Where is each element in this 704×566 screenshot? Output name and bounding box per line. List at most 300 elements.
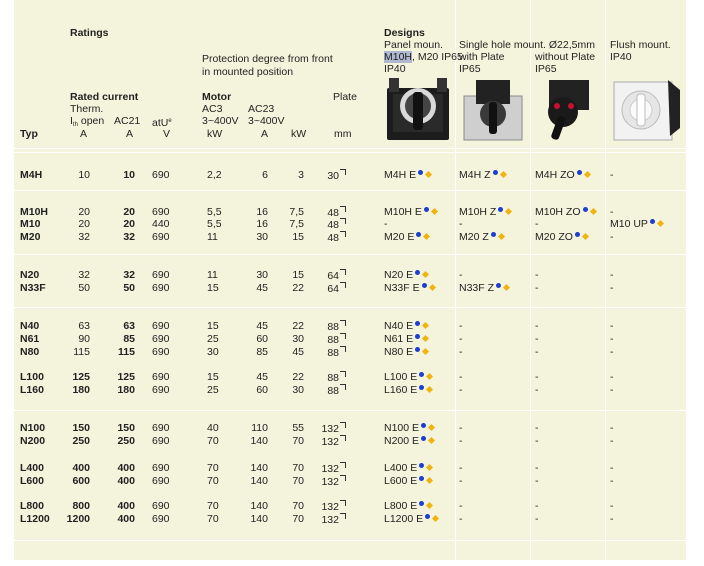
unit-kw: kW <box>207 128 223 140</box>
voltage: 690 <box>152 384 170 396</box>
plate-icon <box>340 475 346 481</box>
plate-size: 132 <box>320 435 346 448</box>
availability-diamond-icon <box>426 464 433 471</box>
ac23-current: 30 <box>256 231 268 243</box>
therm-current: 400 <box>72 462 90 474</box>
voltage: 690 <box>152 422 170 434</box>
voltage: 690 <box>152 231 170 243</box>
ac3-power: 70 <box>207 513 219 525</box>
panel-mount-design: L400 E <box>384 462 432 474</box>
ac21-current: 63 <box>123 320 135 332</box>
ac23-current: 140 <box>250 513 268 525</box>
availability-diamond-icon <box>657 220 664 227</box>
panel-mount-design: - <box>384 218 388 230</box>
single-hole-without-plate-image <box>533 76 605 142</box>
ac21-current: 125 <box>117 371 135 383</box>
availability-dot-icon <box>421 423 426 428</box>
with-plate-design: - <box>459 462 463 474</box>
ac21-current: 180 <box>117 384 135 396</box>
type-code: N200 <box>20 435 46 447</box>
type-code: L100 <box>20 371 44 383</box>
ac21-current: 250 <box>117 435 135 447</box>
ac23-power: 45 <box>292 346 304 358</box>
unit-a: A <box>126 128 134 140</box>
panel-mount-design: N80 E <box>384 346 428 358</box>
plate-icon <box>340 371 346 377</box>
ac23-label: AC23 <box>248 103 275 115</box>
voltage: 440 <box>152 218 170 230</box>
ac23-power: 7,5 <box>289 218 304 230</box>
availability-dot-icon <box>416 232 421 237</box>
panel-mount-design: N40 E <box>384 320 428 332</box>
availability-diamond-icon <box>426 373 433 380</box>
plate-size: 64 <box>320 282 346 295</box>
therm-current: 10 <box>78 169 90 181</box>
availability-dot-icon <box>575 232 580 237</box>
voltage: 690 <box>152 320 170 332</box>
ac3-power: 70 <box>207 500 219 512</box>
availability-diamond-icon <box>426 477 433 484</box>
availability-dot-icon <box>424 207 429 212</box>
without-plate-design: - <box>535 422 539 434</box>
panel-mount-switch-image <box>383 76 455 142</box>
plate-size: 88 <box>320 384 346 397</box>
ith-open-label: $I_{th}$ open <box>70 115 105 128</box>
flush-mount-design: - <box>610 435 614 447</box>
plate-icon <box>340 320 346 326</box>
ac21-current: 400 <box>117 500 135 512</box>
plate-icon <box>340 513 346 519</box>
ac23-power: 70 <box>292 513 304 525</box>
therm-current: 90 <box>78 333 90 345</box>
ac3-power: 25 <box>207 384 219 396</box>
ac21-current: 32 <box>123 269 135 281</box>
ac23-range: 3~400V <box>248 115 285 127</box>
voltage: 690 <box>152 475 170 487</box>
availability-diamond-icon <box>428 437 435 444</box>
with-plate-design: - <box>459 435 463 447</box>
availability-dot-icon <box>419 463 424 468</box>
atue-label: atU$^e$ <box>152 117 172 129</box>
voltage: 690 <box>152 333 170 345</box>
flush-mount-design: - <box>610 371 614 383</box>
panel-mount-design: M20 E <box>384 231 429 243</box>
plate-size: 132 <box>320 513 346 526</box>
with-plate-design: - <box>459 513 463 525</box>
row-divider <box>14 410 686 411</box>
ac3-range: 3~400V <box>202 115 239 127</box>
availability-diamond-icon <box>431 208 438 215</box>
panel-mount-design: L1200 E <box>384 513 438 525</box>
plate-size: 88 <box>320 371 346 384</box>
therm-current: 63 <box>78 320 90 332</box>
ac3-power: 5,5 <box>207 218 222 230</box>
ac23-power: 55 <box>292 422 304 434</box>
ac23-current: 45 <box>256 320 268 332</box>
plate-size: 88 <box>320 320 346 333</box>
flush-mount-design: - <box>610 169 614 181</box>
type-code: N80 <box>20 346 40 358</box>
without-plate-design: - <box>535 435 539 447</box>
plate-icon <box>340 206 346 212</box>
with-plate-design: - <box>459 320 463 332</box>
ac23-current: 85 <box>256 346 268 358</box>
column-divider <box>605 0 606 560</box>
availability-dot-icon <box>419 372 424 377</box>
row-divider <box>14 148 686 149</box>
plate-icon <box>340 462 346 468</box>
ac23-power: 22 <box>292 282 304 294</box>
typ-label: Typ <box>20 128 38 140</box>
single-hole-label: Single hole mount. Ø22,5mm <box>459 39 595 51</box>
panel-mount-label: Panel moun. <box>384 39 443 51</box>
availability-dot-icon <box>419 385 424 390</box>
voltage: 690 <box>152 462 170 474</box>
ac23-power: 15 <box>292 269 304 281</box>
panel-mount-design: N61 E <box>384 333 428 345</box>
voltage: 690 <box>152 269 170 281</box>
column-divider <box>530 0 531 560</box>
ac3-power: 15 <box>207 282 219 294</box>
voltage: 690 <box>152 346 170 358</box>
availability-diamond-icon <box>582 233 589 240</box>
availability-dot-icon <box>415 334 420 339</box>
without-plate-design: M10H ZO <box>535 206 596 218</box>
ac23-current: 140 <box>250 435 268 447</box>
without-plate-design: M20 ZO <box>535 231 588 243</box>
availability-dot-icon <box>419 476 424 481</box>
type-code: N40 <box>20 320 40 332</box>
plate-icon <box>340 218 346 224</box>
ac23-power: 70 <box>292 500 304 512</box>
column-divider <box>455 0 456 560</box>
flush-mount-label: Flush mount. <box>610 39 671 51</box>
type-code: M20 <box>20 231 41 243</box>
availability-diamond-icon <box>422 271 429 278</box>
with-plate-design: - <box>459 475 463 487</box>
with-plate-label: with Plate <box>459 51 505 63</box>
ac23-current: 140 <box>250 475 268 487</box>
availability-dot-icon <box>415 321 420 326</box>
availability-dot-icon <box>650 219 655 224</box>
ac23-current: 140 <box>250 500 268 512</box>
panel-mount-design: N100 E <box>384 422 434 434</box>
type-code: L1200 <box>20 513 50 525</box>
therm-current: 125 <box>72 371 90 383</box>
plate-size: 88 <box>320 346 346 359</box>
with-plate-design: - <box>459 269 463 281</box>
ac3-power: 15 <box>207 371 219 383</box>
motor-heading: Motor <box>202 91 232 103</box>
ac23-power: 70 <box>292 435 304 447</box>
ac23-power: 22 <box>292 371 304 383</box>
ac21-current: 150 <box>117 422 135 434</box>
ac23-current: 45 <box>256 371 268 383</box>
without-plate-design: - <box>535 513 539 525</box>
ac21-current: 50 <box>123 282 135 294</box>
ac21-current: 400 <box>117 475 135 487</box>
without-plate-design: - <box>535 218 539 230</box>
ac23-current: 60 <box>256 384 268 396</box>
panel-mount-design: L800 E <box>384 500 432 512</box>
availability-diamond-icon <box>498 233 505 240</box>
ac21-current: 20 <box>123 206 135 218</box>
ac21-label: AC21 <box>114 115 141 127</box>
plate-icon <box>340 435 346 441</box>
without-plate-design: - <box>535 500 539 512</box>
flush-mount-ip: IP40 <box>610 51 632 63</box>
panel-mount-design: N33F E <box>384 282 435 294</box>
availability-diamond-icon <box>422 348 429 355</box>
plate-icon <box>340 333 346 339</box>
therm-current: 1200 <box>66 513 90 525</box>
ac3-power: 5,5 <box>207 206 222 218</box>
flush-mount-design: - <box>610 206 614 218</box>
ac23-current: 45 <box>256 282 268 294</box>
flush-mount-design: - <box>610 269 614 281</box>
without-plate-design: - <box>535 282 539 294</box>
plate-size: 48 <box>320 231 346 244</box>
therm-current: 600 <box>72 475 90 487</box>
with-plate-design: M4H Z <box>459 169 506 181</box>
flush-mount-design: - <box>610 282 614 294</box>
availability-diamond-icon <box>584 171 591 178</box>
plate-icon <box>340 231 346 237</box>
availability-diamond-icon <box>503 284 510 291</box>
plate-icon <box>340 422 346 428</box>
panel-mount-design: M10H E <box>384 206 437 218</box>
availability-diamond-icon <box>423 233 430 240</box>
unit-a: A <box>80 128 88 140</box>
row-divider <box>14 152 686 153</box>
panel-mount-design: L600 E <box>384 475 432 487</box>
therm-current: 250 <box>72 435 90 447</box>
panel-mount-design: L160 E <box>384 384 432 396</box>
flush-mount-design: - <box>610 500 614 512</box>
row-divider <box>14 254 686 255</box>
flush-mount-switch-image <box>608 76 682 142</box>
ac21-current: 32 <box>123 231 135 243</box>
type-code: M10H <box>20 206 49 218</box>
ac3-power: 30 <box>207 346 219 358</box>
availability-dot-icon <box>419 501 424 506</box>
with-plate-design: - <box>459 333 463 345</box>
therm-current: 180 <box>72 384 90 396</box>
with-plate-design: N33F Z <box>459 282 509 294</box>
protection-line2: in mounted position <box>202 66 294 78</box>
with-plate-design: - <box>459 218 463 230</box>
availability-diamond-icon <box>422 335 429 342</box>
type-code: L160 <box>20 384 44 396</box>
availability-diamond-icon <box>505 208 512 215</box>
ac23-power: 22 <box>292 320 304 332</box>
availability-diamond-icon <box>425 171 432 178</box>
without-plate-design: M4H ZO <box>535 169 590 181</box>
ac3-power: 11 <box>207 269 218 281</box>
ac21-current: 400 <box>117 513 135 525</box>
plate-size: 64 <box>320 269 346 282</box>
with-plate-design: M10H Z <box>459 206 511 218</box>
type-code: L800 <box>20 500 44 512</box>
plate-size: 132 <box>320 475 346 488</box>
plate-size: 132 <box>320 422 346 435</box>
without-plate-design: - <box>535 269 539 281</box>
panel-mount-types: M10H, M20 IP65 <box>384 51 463 63</box>
plate-size: 48 <box>320 206 346 219</box>
without-plate-design: - <box>535 371 539 383</box>
therm-current: 50 <box>78 282 90 294</box>
rated-current-heading: Rated current <box>70 91 139 103</box>
therm-label: Therm. <box>70 103 104 115</box>
therm-current: 115 <box>73 346 90 358</box>
ac23-power: 30 <box>292 384 304 396</box>
ac21-current: 10 <box>123 169 135 181</box>
without-plate-design: - <box>535 346 539 358</box>
flush-mount-design: - <box>610 422 614 434</box>
ac23-current: 16 <box>256 206 268 218</box>
without-plate-design: - <box>535 475 539 487</box>
without-plate-design: - <box>535 384 539 396</box>
ac23-current: 140 <box>250 462 268 474</box>
availability-dot-icon <box>418 170 423 175</box>
type-code: N61 <box>20 333 40 345</box>
flush-mount-design: - <box>610 384 614 396</box>
with-plate-design: - <box>459 346 463 358</box>
availability-diamond-icon <box>589 208 596 215</box>
with-plate-ip: IP65 <box>459 63 481 75</box>
single-hole-with-plate-image <box>458 76 530 142</box>
row-divider <box>14 307 686 308</box>
therm-current: 20 <box>78 218 90 230</box>
plate-icon <box>340 169 346 175</box>
panel-mount-design: N20 E <box>384 269 428 281</box>
type-code: L600 <box>20 475 44 487</box>
panel-mount-ip: IP40 <box>384 63 406 75</box>
availability-dot-icon <box>493 170 498 175</box>
type-code: N100 <box>20 422 46 434</box>
panel-mount-design: M4H E <box>384 169 431 181</box>
ac3-power: 70 <box>207 435 219 447</box>
availability-dot-icon <box>491 232 496 237</box>
ac21-current: 115 <box>118 346 135 358</box>
without-plate-label: without Plate <box>535 51 596 63</box>
plate-icon <box>340 384 346 390</box>
voltage: 690 <box>152 435 170 447</box>
availability-dot-icon <box>583 207 588 212</box>
plate-label: Plate <box>333 91 357 103</box>
ac21-current: 85 <box>123 333 135 345</box>
flush-mount-design: - <box>610 333 614 345</box>
row-divider <box>14 190 686 191</box>
plate-size: 132 <box>320 500 346 513</box>
availability-diamond-icon <box>426 386 433 393</box>
row-divider <box>14 540 686 541</box>
plate-icon <box>340 500 346 506</box>
ac3-power: 15 <box>207 320 219 332</box>
plate-icon <box>340 346 346 352</box>
type-code: N20 <box>20 269 40 281</box>
availability-dot-icon <box>496 283 501 288</box>
unit-kw: kW <box>291 128 307 140</box>
therm-current: 32 <box>78 231 90 243</box>
therm-current: 32 <box>78 269 90 281</box>
availability-dot-icon <box>498 207 503 212</box>
voltage: 690 <box>152 169 170 181</box>
ac23-current: 30 <box>256 269 268 281</box>
ac23-power: 7,5 <box>289 206 304 218</box>
flush-mount-design: - <box>610 513 614 525</box>
voltage: 690 <box>152 500 170 512</box>
ratings-heading: Ratings <box>70 27 109 39</box>
flush-mount-design: - <box>610 346 614 358</box>
ac3-power: 11 <box>207 231 218 243</box>
unit-v: V <box>163 128 171 140</box>
therm-current: 20 <box>78 206 90 218</box>
with-plate-design: - <box>459 500 463 512</box>
availability-dot-icon <box>415 347 420 352</box>
availability-dot-icon <box>422 283 427 288</box>
ac3-power: 25 <box>207 333 219 345</box>
voltage: 690 <box>152 282 170 294</box>
without-plate-ip: IP65 <box>535 63 557 75</box>
flush-mount-design: M10 UP <box>610 218 663 230</box>
ac23-power: 3 <box>298 169 304 181</box>
ac3-power: 70 <box>207 475 219 487</box>
ac21-current: 20 <box>123 218 135 230</box>
with-plate-design: - <box>459 371 463 383</box>
type-code: M4H <box>20 169 43 181</box>
availability-dot-icon <box>425 514 430 519</box>
type-code: L400 <box>20 462 44 474</box>
ac23-current: 16 <box>256 218 268 230</box>
unit-mm: mm <box>334 128 352 140</box>
designs-heading: Designs <box>384 27 425 39</box>
ac3-power: 40 <box>207 422 219 434</box>
ac3-label: AC3 <box>202 103 223 115</box>
panel-mount-design: N200 E <box>384 435 434 447</box>
ac23-current: 60 <box>256 333 268 345</box>
type-code: M10 <box>20 218 41 230</box>
therm-current: 800 <box>72 500 90 512</box>
plate-size: 88 <box>320 333 346 346</box>
voltage: 690 <box>152 513 170 525</box>
availability-diamond-icon <box>422 322 429 329</box>
availability-dot-icon <box>415 270 420 275</box>
ac23-current: 110 <box>251 422 268 434</box>
plate-size: 48 <box>320 218 346 231</box>
without-plate-design: - <box>535 462 539 474</box>
flush-mount-design: - <box>610 475 614 487</box>
availability-diamond-icon <box>432 515 439 522</box>
plate-size: 132 <box>320 462 346 475</box>
plate-size: 30 <box>320 169 346 182</box>
availability-dot-icon <box>577 170 582 175</box>
flush-mount-design: - <box>610 320 614 332</box>
ac21-current: 400 <box>117 462 135 474</box>
flush-mount-design: - <box>610 231 614 243</box>
plate-icon <box>340 269 346 275</box>
protection-line1: Protection degree from front <box>202 53 333 65</box>
availability-diamond-icon <box>429 284 436 291</box>
ac3-power: 2,2 <box>207 169 222 181</box>
voltage: 690 <box>152 206 170 218</box>
voltage: 690 <box>152 371 170 383</box>
ac23-power: 30 <box>292 333 304 345</box>
with-plate-design: - <box>459 384 463 396</box>
ac3-power: 70 <box>207 462 219 474</box>
flush-mount-design: - <box>610 462 614 474</box>
availability-dot-icon <box>421 436 426 441</box>
